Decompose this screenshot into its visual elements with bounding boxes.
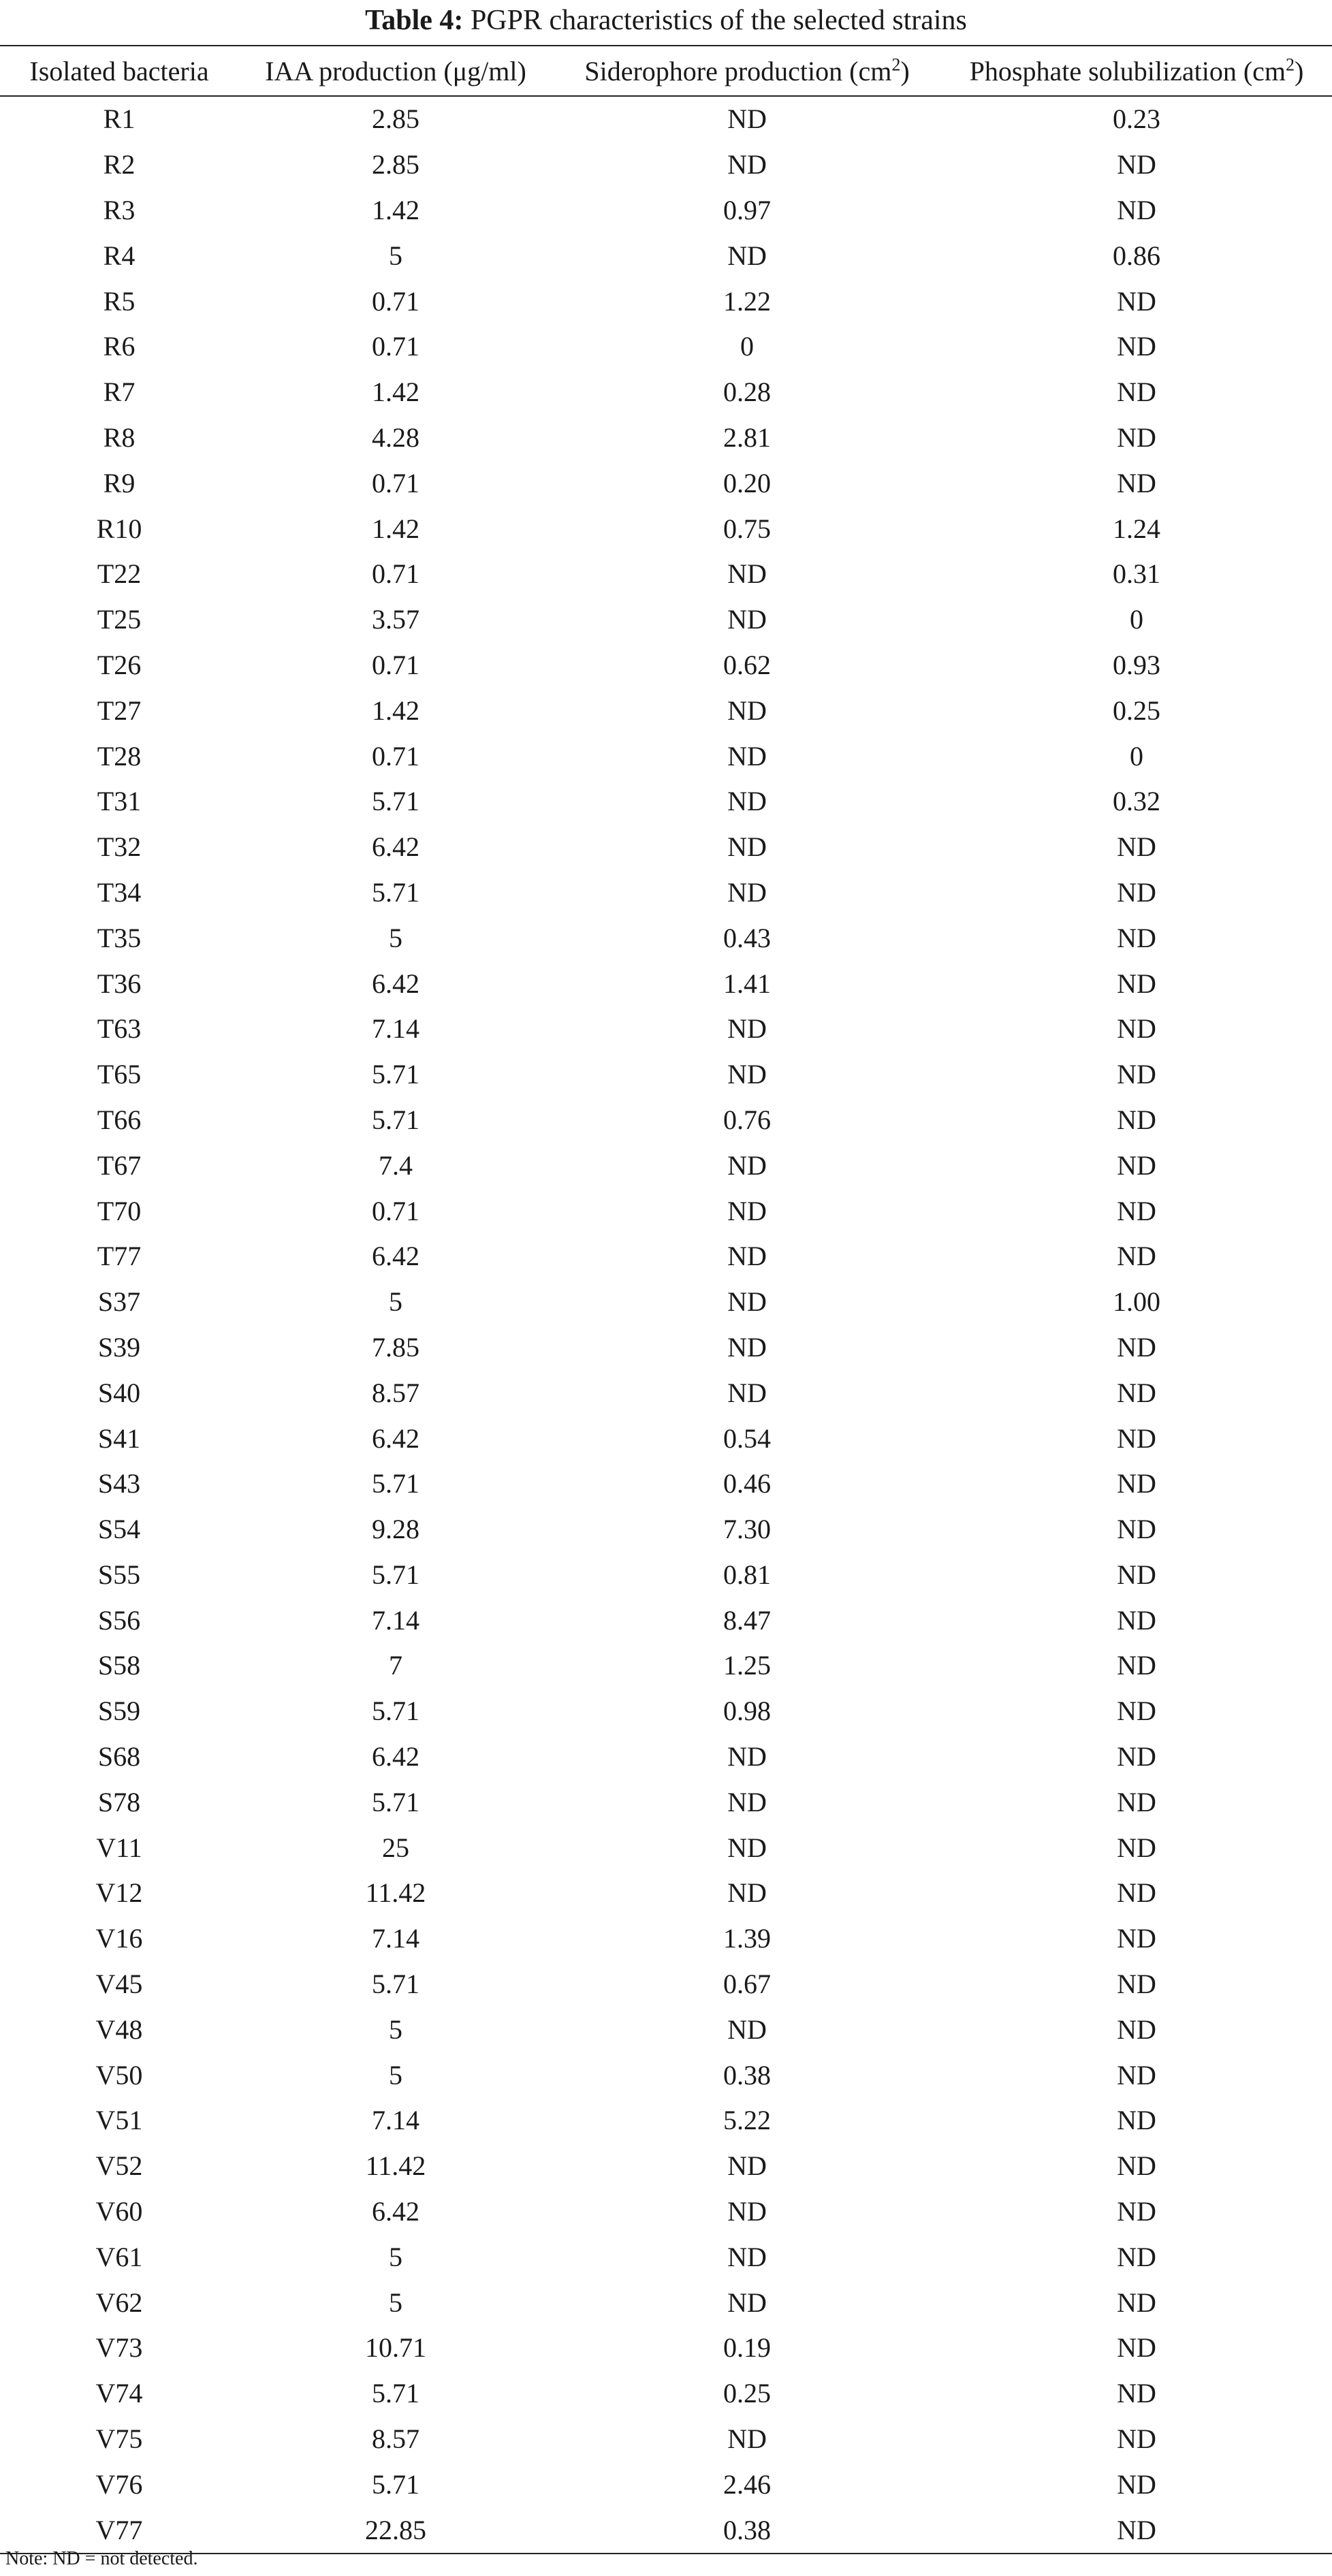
cell-iaa-production: 7 bbox=[389, 1650, 402, 1681]
table-row bbox=[0, 552, 1332, 597]
cell-siderophore-production: ND bbox=[727, 104, 767, 135]
cell-siderophore-production: ND bbox=[727, 1241, 767, 1272]
cell-iaa-production: 0.71 bbox=[372, 558, 419, 590]
cell-iaa-production: 5 bbox=[389, 922, 402, 953]
table-row bbox=[0, 460, 1332, 506]
cell-phosphate-solubilization: ND bbox=[1117, 422, 1156, 453]
cell-phosphate-solubilization: ND bbox=[1117, 968, 1156, 999]
cell-iaa-production: 0.71 bbox=[372, 331, 419, 362]
cell-siderophore-production: 1.22 bbox=[723, 285, 771, 317]
cell-phosphate-solubilization: ND bbox=[1117, 1832, 1156, 1863]
cell-iaa-production: 11.42 bbox=[365, 1877, 426, 1909]
header-siderophore-production: Siderophore production $(cm^2)$ bbox=[553, 46, 941, 96]
cell-isolated-bacteria: V51 bbox=[95, 2105, 143, 2136]
table-row bbox=[0, 188, 1332, 234]
cell-siderophore-production: 0.76 bbox=[723, 1104, 771, 1135]
cell-iaa-production: 8.57 bbox=[372, 2423, 419, 2455]
table-row bbox=[0, 2462, 1332, 2507]
table-row bbox=[0, 688, 1332, 733]
cell-siderophore-production: ND bbox=[727, 2196, 767, 2227]
table-row bbox=[0, 506, 1332, 552]
table-row bbox=[0, 1006, 1332, 1052]
cell-isolated-bacteria: T67 bbox=[97, 1149, 142, 1181]
cell-iaa-production: 0.71 bbox=[372, 1195, 419, 1226]
table-row bbox=[0, 2052, 1332, 2098]
cell-siderophore-production: ND bbox=[727, 786, 767, 817]
cell-phosphate-solubilization: ND bbox=[1117, 1331, 1156, 1363]
cell-isolated-bacteria: R4 bbox=[103, 240, 136, 271]
cell-phosphate-solubilization: ND bbox=[1117, 2196, 1156, 2227]
cell-isolated-bacteria: S43 bbox=[97, 1468, 141, 1499]
cell-iaa-production: 5 bbox=[389, 2059, 402, 2090]
cell-isolated-bacteria: T36 bbox=[97, 968, 142, 999]
cell-siderophore-production: 1.39 bbox=[723, 1923, 771, 1954]
cell-phosphate-solubilization: ND bbox=[1117, 1377, 1156, 1408]
cell-iaa-production: 6.42 bbox=[372, 1241, 419, 1272]
cell-phosphate-solubilization: ND bbox=[1117, 467, 1156, 498]
cell-iaa-production: 5.71 bbox=[372, 1059, 419, 1090]
cell-phosphate-solubilization: ND bbox=[1117, 1786, 1156, 1817]
cell-siderophore-production: 0.20 bbox=[723, 467, 771, 498]
cell-iaa-production: 5.71 bbox=[372, 1468, 419, 1499]
cell-isolated-bacteria: R9 bbox=[103, 467, 136, 498]
cell-siderophore-production: ND bbox=[727, 1786, 767, 1817]
cell-isolated-bacteria: T63 bbox=[97, 1013, 142, 1045]
cell-isolated-bacteria: S59 bbox=[97, 1696, 141, 1727]
cell-phosphate-solubilization: ND bbox=[1117, 1923, 1156, 1954]
cell-iaa-production: 5.71 bbox=[372, 1786, 419, 1817]
cell-phosphate-solubilization: ND bbox=[1117, 1741, 1156, 1772]
cell-iaa-production: 1.42 bbox=[372, 695, 419, 726]
cell-siderophore-production: 0.54 bbox=[723, 1422, 771, 1454]
table-body bbox=[0, 96, 1332, 2554]
table-row bbox=[0, 142, 1332, 188]
cell-phosphate-solubilization: ND bbox=[1117, 2468, 1156, 2500]
cell-siderophore-production: 1.25 bbox=[723, 1650, 771, 1681]
cell-isolated-bacteria: V77 bbox=[0, 2507, 238, 2554]
cell-isolated-bacteria: T26 bbox=[97, 649, 142, 680]
cell-siderophore-production: ND bbox=[727, 1832, 767, 1863]
cell-isolated-bacteria: V73 bbox=[95, 2332, 143, 2364]
cell-iaa-production: 6.42 bbox=[372, 1741, 419, 1772]
table-row bbox=[0, 2507, 1332, 2554]
cell-isolated-bacteria: R8 bbox=[103, 422, 136, 453]
cell-iaa-production: 5 bbox=[389, 240, 402, 271]
cell-siderophore-production: 5.22 bbox=[723, 2105, 771, 2136]
cell-siderophore-production: ND bbox=[727, 1377, 767, 1408]
table-row bbox=[0, 1370, 1332, 1416]
table-row bbox=[0, 1098, 1332, 1143]
cell-phosphate-solubilization: ND bbox=[1117, 1559, 1156, 1590]
table-row bbox=[0, 779, 1332, 825]
table-row bbox=[0, 370, 1332, 415]
cell-siderophore-production: 0 bbox=[740, 331, 754, 362]
cell-phosphate-solubilization: ND bbox=[1117, 2378, 1156, 2409]
cell-iaa-production: 6.42 bbox=[372, 968, 419, 999]
cell-isolated-bacteria: R1 bbox=[103, 104, 136, 135]
cell-phosphate-solubilization: ND bbox=[1117, 1650, 1156, 1681]
cell-phosphate-solubilization: ND bbox=[1117, 2059, 1156, 2090]
cell-siderophore-production: 0.43 bbox=[723, 922, 771, 953]
cell-siderophore-production: ND bbox=[727, 1877, 767, 1909]
cell-phosphate-solubilization: ND bbox=[1117, 2105, 1156, 2136]
table-row bbox=[0, 1962, 1332, 2007]
cell-isolated-bacteria: R7 bbox=[103, 377, 136, 408]
cell-iaa-production: 5 bbox=[389, 2241, 402, 2272]
cell-iaa-production: 5.71 bbox=[372, 1104, 419, 1135]
table-row bbox=[0, 1689, 1332, 1734]
cell-siderophore-production: 2.81 bbox=[723, 422, 771, 453]
cell-isolated-bacteria: V11 bbox=[96, 1832, 142, 1863]
cell-siderophore-production: 0.75 bbox=[723, 513, 771, 544]
table-row bbox=[0, 2098, 1332, 2144]
cell-isolated-bacteria: R2 bbox=[103, 149, 136, 180]
cell-isolated-bacteria: T31 bbox=[97, 786, 142, 817]
cell-isolated-bacteria: T35 bbox=[97, 922, 142, 953]
table-row bbox=[0, 1461, 1332, 1507]
table-row bbox=[0, 2371, 1332, 2417]
cell-iaa-production: 9.28 bbox=[372, 1514, 419, 1545]
cell-iaa-production: 11.42 bbox=[365, 2150, 426, 2182]
table-row bbox=[0, 1779, 1332, 1825]
cell-isolated-bacteria: T28 bbox=[97, 740, 142, 772]
cell-siderophore-production: 2.46 bbox=[723, 2468, 771, 2500]
cell-phosphate-solubilization: ND bbox=[1117, 2332, 1156, 2364]
cell-iaa-production: 22.85 bbox=[238, 2507, 553, 2554]
cell-siderophore-production: 0.28 bbox=[723, 377, 771, 408]
cell-iaa-production: 1.42 bbox=[372, 377, 419, 408]
cell-phosphate-solubilization: ND bbox=[1117, 2287, 1156, 2318]
cell-iaa-production: 7.14 bbox=[372, 2105, 419, 2136]
cell-siderophore-production: ND bbox=[727, 1013, 767, 1045]
table-row bbox=[0, 96, 1332, 142]
cell-siderophore-production: 7.30 bbox=[723, 1514, 771, 1545]
cell-phosphate-solubilization: ND bbox=[1117, 2423, 1156, 2455]
cell-isolated-bacteria: V61 bbox=[95, 2241, 143, 2272]
table-row bbox=[0, 825, 1332, 870]
cell-phosphate-solubilization: 1.00 bbox=[1113, 1286, 1160, 1318]
cell-isolated-bacteria: T25 bbox=[97, 604, 142, 635]
table-row bbox=[0, 961, 1332, 1006]
cell-iaa-production: 5.71 bbox=[372, 1559, 419, 1590]
cell-siderophore-production: 0.38 bbox=[553, 2507, 941, 2554]
cell-siderophore-production: ND bbox=[727, 1059, 767, 1090]
cell-siderophore-production: 0.25 bbox=[723, 2378, 771, 2409]
cell-phosphate-solubilization: ND bbox=[1117, 1059, 1156, 1090]
cell-iaa-production: 7.14 bbox=[372, 1923, 419, 1954]
table-row bbox=[0, 2144, 1332, 2189]
cell-siderophore-production: 0.62 bbox=[723, 649, 771, 680]
cell-phosphate-solubilization: 0.93 bbox=[1113, 649, 1160, 680]
table-row bbox=[0, 1279, 1332, 1325]
cell-siderophore-production: 0.98 bbox=[723, 1696, 771, 1727]
cell-iaa-production: 0.71 bbox=[372, 285, 419, 317]
cell-iaa-production: 5 bbox=[389, 2014, 402, 2045]
cell-phosphate-solubilization: ND bbox=[1117, 2241, 1156, 2272]
cell-iaa-production: 5 bbox=[389, 1286, 402, 1318]
cell-isolated-bacteria: S37 bbox=[97, 1286, 141, 1318]
cell-isolated-bacteria: T22 bbox=[97, 558, 142, 590]
cell-iaa-production: 7.85 bbox=[372, 1331, 419, 1363]
cell-isolated-bacteria: S41 bbox=[97, 1422, 141, 1454]
table-row bbox=[0, 1416, 1332, 1461]
cell-isolated-bacteria: V60 bbox=[95, 2196, 143, 2227]
cell-phosphate-solubilization: ND bbox=[1117, 285, 1156, 317]
cell-phosphate-solubilization: ND bbox=[1117, 1241, 1156, 1272]
cell-phosphate-solubilization: 0 bbox=[1130, 740, 1143, 772]
cell-siderophore-production: ND bbox=[727, 2150, 767, 2182]
cell-iaa-production: 4.28 bbox=[372, 422, 419, 453]
cell-phosphate-solubilization: ND bbox=[1117, 922, 1156, 953]
cell-iaa-production: 1.42 bbox=[372, 513, 419, 544]
cell-phosphate-solubilization: ND bbox=[1117, 1149, 1156, 1181]
table-container bbox=[0, 45, 1332, 2554]
cell-siderophore-production: ND bbox=[727, 1286, 767, 1318]
table-caption-label: Table 4: bbox=[365, 5, 464, 36]
cell-phosphate-solubilization: ND bbox=[1117, 331, 1156, 362]
cell-phosphate-solubilization: 0.23 bbox=[1113, 104, 1160, 135]
cell-isolated-bacteria: V16 bbox=[95, 1923, 143, 1954]
cell-isolated-bacteria: S54 bbox=[97, 1514, 141, 1545]
table-note: Note: ND = not detected. bbox=[5, 2548, 198, 2569]
table-row bbox=[0, 870, 1332, 916]
header-iaa-production: IAA production (μg/ml) bbox=[238, 46, 553, 96]
cell-iaa-production: 5 bbox=[389, 2287, 402, 2318]
cell-iaa-production: 5.71 bbox=[372, 876, 419, 908]
cell-siderophore-production: 0.67 bbox=[723, 1969, 771, 2000]
cell-isolated-bacteria: V48 bbox=[95, 2014, 143, 2045]
header-row bbox=[0, 46, 1332, 96]
cell-siderophore-production: ND bbox=[727, 2287, 767, 2318]
cell-phosphate-solubilization: ND bbox=[1117, 1969, 1156, 2000]
cell-siderophore-production: ND bbox=[727, 604, 767, 635]
cell-isolated-bacteria: V12 bbox=[95, 1877, 143, 1909]
cell-iaa-production: 5.71 bbox=[372, 786, 419, 817]
cell-isolated-bacteria: R3 bbox=[103, 194, 136, 225]
table-row bbox=[0, 1734, 1332, 1780]
table-header bbox=[0, 46, 1332, 96]
cell-phosphate-solubilization: ND bbox=[1117, 1696, 1156, 1727]
table-caption bbox=[0, 3, 1332, 38]
table-row bbox=[0, 2280, 1332, 2325]
cell-isolated-bacteria: S78 bbox=[97, 1786, 141, 1817]
cell-isolated-bacteria: R10 bbox=[96, 513, 142, 544]
table-row bbox=[0, 597, 1332, 643]
cell-isolated-bacteria: S68 bbox=[97, 1741, 141, 1772]
cell-siderophore-production: ND bbox=[727, 1195, 767, 1226]
table-row bbox=[0, 643, 1332, 688]
cell-phosphate-solubilization: 0.86 bbox=[1113, 240, 1160, 271]
cell-phosphate-solubilization: ND bbox=[1117, 1514, 1156, 1545]
cell-iaa-production: 2.85 bbox=[372, 104, 419, 135]
cell-iaa-production: 2.85 bbox=[372, 149, 419, 180]
table-row bbox=[0, 1643, 1332, 1689]
cell-isolated-bacteria: S39 bbox=[97, 1331, 141, 1363]
table-row bbox=[0, 1188, 1332, 1234]
cell-siderophore-production: 0.97 bbox=[723, 194, 771, 225]
cell-phosphate-solubilization: ND bbox=[1117, 1604, 1156, 1636]
cell-iaa-production: 3.57 bbox=[372, 604, 419, 635]
cell-iaa-production: 0.71 bbox=[372, 467, 419, 498]
cell-siderophore-production: 1.41 bbox=[723, 968, 771, 999]
table-caption-text: PGPR characteristics of the selected strains bbox=[470, 5, 967, 36]
cell-iaa-production: 7.14 bbox=[372, 1604, 419, 1636]
cell-iaa-production: 5.71 bbox=[372, 2468, 419, 2500]
cell-iaa-production: 5.71 bbox=[372, 1969, 419, 2000]
cell-iaa-production: 0.71 bbox=[372, 740, 419, 772]
table-row bbox=[0, 2325, 1332, 2371]
cell-isolated-bacteria: V74 bbox=[95, 2378, 143, 2409]
cell-isolated-bacteria: S55 bbox=[97, 1559, 141, 1590]
cell-isolated-bacteria: T77 bbox=[97, 1241, 142, 1272]
cell-isolated-bacteria: V76 bbox=[95, 2468, 143, 2500]
cell-siderophore-production: ND bbox=[727, 695, 767, 726]
header-isolated-bacteria: Isolated bacteria bbox=[0, 46, 238, 96]
cell-iaa-production: 5.71 bbox=[372, 2378, 419, 2409]
cell-phosphate-solubilization: 0.32 bbox=[1113, 786, 1160, 817]
table-row bbox=[0, 1825, 1332, 1871]
cell-isolated-bacteria: V52 bbox=[95, 2150, 143, 2182]
cell-iaa-production: 7.14 bbox=[372, 1013, 419, 1045]
cell-siderophore-production: ND bbox=[727, 2014, 767, 2045]
cell-siderophore-production: ND bbox=[727, 831, 767, 863]
cell-isolated-bacteria: T34 bbox=[97, 876, 142, 908]
table-row bbox=[0, 324, 1332, 370]
cell-phosphate-solubilization: ND bbox=[1117, 194, 1156, 225]
cell-phosphate-solubilization: ND bbox=[1117, 1104, 1156, 1135]
table-row bbox=[0, 1143, 1332, 1188]
cell-phosphate-solubilization: 0 bbox=[1130, 604, 1143, 635]
table-row bbox=[0, 1507, 1332, 1553]
cell-phosphate-solubilization: ND bbox=[1117, 876, 1156, 908]
cell-siderophore-production: ND bbox=[727, 1331, 767, 1363]
cell-isolated-bacteria: S40 bbox=[97, 1377, 141, 1408]
cell-phosphate-solubilization: ND bbox=[1117, 149, 1156, 180]
cell-isolated-bacteria: R6 bbox=[103, 331, 136, 362]
table-row bbox=[0, 1325, 1332, 1371]
cell-phosphate-solubilization: 1.24 bbox=[1113, 513, 1160, 544]
cell-siderophore-production: ND bbox=[727, 1741, 767, 1772]
cell-siderophore-production: ND bbox=[727, 240, 767, 271]
cell-phosphate-solubilization: ND bbox=[941, 2507, 1332, 2554]
table-row bbox=[0, 1916, 1332, 1962]
table-row bbox=[0, 1553, 1332, 1598]
cell-iaa-production: 6.42 bbox=[372, 831, 419, 863]
cell-siderophore-production: ND bbox=[727, 1149, 767, 1181]
cell-phosphate-solubilization: ND bbox=[1117, 1468, 1156, 1499]
cell-isolated-bacteria: V75 bbox=[95, 2423, 143, 2455]
cell-siderophore-production: ND bbox=[727, 149, 767, 180]
cell-iaa-production: 10.71 bbox=[365, 2332, 426, 2364]
cell-phosphate-solubilization: 0.31 bbox=[1113, 558, 1160, 590]
table-row bbox=[0, 233, 1332, 279]
cell-siderophore-production: ND bbox=[727, 740, 767, 772]
cell-iaa-production: 7.4 bbox=[379, 1149, 413, 1181]
cell-isolated-bacteria: V62 bbox=[95, 2287, 143, 2318]
cell-siderophore-production: 8.47 bbox=[723, 1604, 771, 1636]
cell-isolated-bacteria: V50 bbox=[95, 2059, 143, 2090]
cell-iaa-production: 25 bbox=[382, 1832, 409, 1863]
cell-iaa-production: 8.57 bbox=[372, 1377, 419, 1408]
cell-siderophore-production: 0.46 bbox=[723, 1468, 771, 1499]
table-row bbox=[0, 2234, 1332, 2280]
cell-isolated-bacteria: T70 bbox=[97, 1195, 142, 1226]
table-row bbox=[0, 2417, 1332, 2462]
table-row bbox=[0, 2007, 1332, 2052]
cell-phosphate-solubilization: 0.25 bbox=[1113, 695, 1160, 726]
cell-iaa-production: 1.42 bbox=[372, 194, 419, 225]
cell-phosphate-solubilization: ND bbox=[1117, 1195, 1156, 1226]
cell-phosphate-solubilization: ND bbox=[1117, 2014, 1156, 2045]
table-row bbox=[0, 1871, 1332, 1916]
cell-iaa-production: 6.42 bbox=[372, 2196, 419, 2227]
cell-siderophore-production: ND bbox=[727, 876, 767, 908]
cell-phosphate-solubilization: ND bbox=[1117, 1422, 1156, 1454]
table-row bbox=[0, 2189, 1332, 2235]
cell-isolated-bacteria: T66 bbox=[97, 1104, 142, 1135]
cell-isolated-bacteria: V45 bbox=[95, 1969, 143, 2000]
cell-siderophore-production: ND bbox=[727, 558, 767, 590]
cell-isolated-bacteria: T65 bbox=[97, 1059, 142, 1090]
table-row bbox=[0, 279, 1332, 324]
cell-isolated-bacteria: R5 bbox=[103, 285, 136, 317]
cell-siderophore-production: 0.38 bbox=[723, 2059, 771, 2090]
cell-siderophore-production: 0.19 bbox=[723, 2332, 771, 2364]
cell-iaa-production: 5.71 bbox=[372, 1696, 419, 1727]
cell-phosphate-solubilization: ND bbox=[1117, 1877, 1156, 1909]
cell-iaa-production: 0.71 bbox=[372, 649, 419, 680]
cell-isolated-bacteria: T32 bbox=[97, 831, 142, 863]
table-row bbox=[0, 733, 1332, 779]
table-row bbox=[0, 1234, 1332, 1279]
cell-phosphate-solubilization: ND bbox=[1117, 377, 1156, 408]
header-phosphate-solubilization: Phosphate solubilization $(cm^2)$ bbox=[941, 46, 1332, 96]
cell-siderophore-production: ND bbox=[727, 2423, 767, 2455]
table-row bbox=[0, 1052, 1332, 1098]
pgpr-table bbox=[0, 45, 1332, 2554]
table-row bbox=[0, 915, 1332, 961]
cell-iaa-production: 6.42 bbox=[372, 1422, 419, 1454]
table-row bbox=[0, 415, 1332, 461]
table-row bbox=[0, 1597, 1332, 1643]
cell-isolated-bacteria: T27 bbox=[97, 695, 142, 726]
cell-isolated-bacteria: S58 bbox=[97, 1650, 141, 1681]
cell-phosphate-solubilization: ND bbox=[1117, 1013, 1156, 1045]
cell-phosphate-solubilization: ND bbox=[1117, 831, 1156, 863]
cell-isolated-bacteria: S56 bbox=[97, 1604, 141, 1636]
cell-phosphate-solubilization: ND bbox=[1117, 2150, 1156, 2182]
cell-siderophore-production: 0.81 bbox=[723, 1559, 771, 1590]
cell-siderophore-production: ND bbox=[727, 2241, 767, 2272]
